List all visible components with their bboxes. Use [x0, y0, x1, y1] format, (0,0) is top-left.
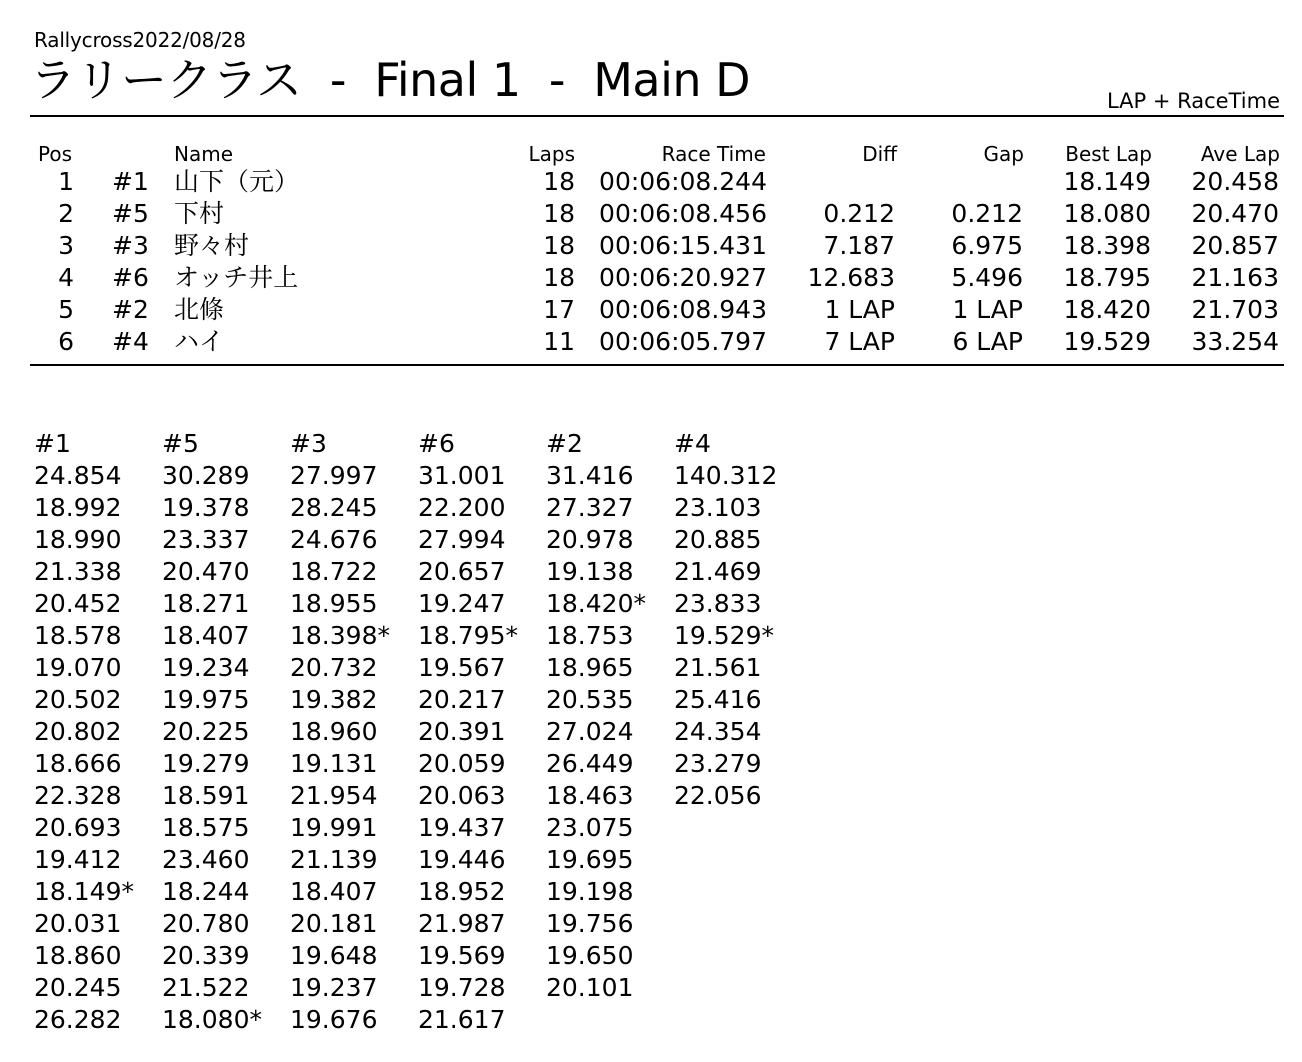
lap-time: 20.657 [418, 557, 506, 586]
result-best-lap: 19.529 [1063, 327, 1151, 356]
lap-time: 19.975 [162, 685, 250, 714]
lap-time: 19.756 [546, 909, 634, 938]
lap-time: 18.992 [34, 493, 122, 522]
col-header-pos: Pos [38, 142, 73, 166]
result-ave-lap: 33.254 [1191, 327, 1279, 356]
lap-time: 20.225 [162, 717, 250, 746]
lap-column-header: #5 [162, 429, 199, 458]
lap-time: 21.617 [418, 1005, 506, 1034]
lap-time: 20.031 [34, 909, 122, 938]
result-race-time: 00:06:20.927 [599, 263, 767, 292]
lap-column-header: #4 [674, 429, 711, 458]
lap-time: 19.650 [546, 941, 634, 970]
lap-time: 19.567 [418, 653, 506, 682]
lap-time: 18.860 [34, 941, 122, 970]
result-best-lap: 18.149 [1063, 167, 1151, 196]
lap-time: 18.420* [546, 589, 646, 618]
lap-time: 18.952 [418, 877, 506, 906]
result-gap: 0.212 [951, 199, 1023, 228]
result-num: #2 [112, 295, 149, 324]
lap-time: 27.997 [290, 461, 378, 490]
lap-time: 30.289 [162, 461, 250, 490]
lap-time: 18.244 [162, 877, 250, 906]
lap-time: 23.460 [162, 845, 250, 874]
result-gap: 6 LAP [952, 327, 1023, 356]
result-num: #5 [112, 199, 149, 228]
result-num: #1 [112, 167, 149, 196]
lap-time: 23.833 [674, 589, 762, 618]
result-laps: 18 [543, 167, 575, 196]
lap-time: 27.024 [546, 717, 634, 746]
lap-time: 21.954 [290, 781, 378, 810]
result-pos: 1 [58, 167, 74, 196]
lap-time: 19.648 [290, 941, 378, 970]
lap-time: 22.328 [34, 781, 122, 810]
lap-time: 20.502 [34, 685, 122, 714]
result-best-lap: 18.420 [1063, 295, 1151, 324]
result-laps: 11 [543, 327, 575, 356]
lap-column [418, 428, 518, 1036]
result-num: #4 [112, 327, 149, 356]
result-diff: 12.683 [807, 263, 895, 292]
col-header-ave-lap: Ave Lap [1200, 142, 1280, 166]
lap-time: 20.732 [290, 653, 378, 682]
lap-column [162, 428, 262, 1036]
lap-time: 19.529* [674, 621, 774, 650]
event-date: Rallycross2022/08/28 [34, 28, 246, 52]
result-diff: 0.212 [823, 199, 895, 228]
lap-time: 21.987 [418, 909, 506, 938]
lap-time: 18.753 [546, 621, 634, 650]
lap-time: 20.978 [546, 525, 634, 554]
lap-time: 20.470 [162, 557, 250, 586]
lap-time: 19.198 [546, 877, 634, 906]
result-name: ハイ [174, 327, 225, 356]
lap-time: 18.575 [162, 813, 250, 842]
lap-time: 21.561 [674, 653, 762, 682]
lap-time: 18.407 [290, 877, 378, 906]
lap-time: 24.854 [34, 461, 122, 490]
lap-time: 20.217 [418, 685, 506, 714]
lap-column-header: #2 [546, 429, 583, 458]
result-race-time: 00:06:08.244 [599, 167, 767, 196]
lap-time: 26.449 [546, 749, 634, 778]
lap-time: 19.234 [162, 653, 250, 682]
result-name: 北條 [174, 295, 225, 324]
lap-time: 19.378 [162, 493, 250, 522]
result-gap: 6.975 [951, 231, 1023, 260]
lap-time: 19.279 [162, 749, 250, 778]
result-num: #6 [112, 263, 149, 292]
lap-time: 21.139 [290, 845, 378, 874]
lap-time: 18.271 [162, 589, 250, 618]
lap-time: 18.591 [162, 781, 250, 810]
lap-time: 22.056 [674, 781, 762, 810]
lap-column-header: #3 [290, 429, 327, 458]
result-laps: 18 [543, 199, 575, 228]
lap-time: 23.279 [674, 749, 762, 778]
lap-time: 20.391 [418, 717, 506, 746]
col-header-name: Name [174, 142, 234, 166]
lap-time: 19.446 [418, 845, 506, 874]
lap-time: 24.354 [674, 717, 762, 746]
result-pos: 3 [58, 231, 74, 260]
result-name: 野々村 [174, 231, 250, 260]
lap-time: 23.075 [546, 813, 634, 842]
lap-column [290, 428, 390, 1036]
lap-time: 27.994 [418, 525, 506, 554]
lap-time: 19.382 [290, 685, 378, 714]
lap-time: 19.437 [418, 813, 506, 842]
lap-time: 20.780 [162, 909, 250, 938]
result-diff: 1 LAP [824, 295, 895, 324]
lap-time: 21.338 [34, 557, 122, 586]
lap-time: 18.666 [34, 749, 122, 778]
lap-time: 19.695 [546, 845, 634, 874]
lap-time: 20.063 [418, 781, 506, 810]
lap-time: 19.991 [290, 813, 378, 842]
result-pos: 2 [58, 199, 74, 228]
lap-time: 31.416 [546, 461, 634, 490]
lap-time: 18.398* [290, 621, 390, 650]
lap-time: 18.407 [162, 621, 250, 650]
results-divider [30, 364, 1284, 366]
result-pos: 4 [58, 263, 74, 292]
lap-time: 22.200 [418, 493, 506, 522]
lap-time: 18.463 [546, 781, 634, 810]
lap-time: 19.728 [418, 973, 506, 1002]
lap-column [674, 428, 777, 812]
lap-column-header: #1 [34, 429, 71, 458]
result-pos: 6 [58, 327, 74, 356]
lap-time: 31.001 [418, 461, 506, 490]
lap-time: 28.245 [290, 493, 378, 522]
lap-time: 23.337 [162, 525, 250, 554]
timing-mode-label: LAP + RaceTime [1106, 89, 1280, 113]
lap-time: 18.080* [162, 1005, 262, 1034]
col-header-race-time: Race Time [661, 142, 766, 166]
result-laps: 17 [543, 295, 575, 324]
result-race-time: 00:06:08.943 [599, 295, 767, 324]
result-race-time: 00:06:15.431 [599, 231, 767, 260]
result-ave-lap: 21.703 [1191, 295, 1279, 324]
lap-time: 140.312 [674, 461, 778, 490]
result-name: 下村 [174, 199, 225, 228]
result-diff: 7.187 [823, 231, 895, 260]
lap-time: 21.469 [674, 557, 762, 586]
page-title: ラリークラス - Final 1 - Main D [30, 53, 751, 107]
lap-time: 18.965 [546, 653, 634, 682]
result-best-lap: 18.795 [1063, 263, 1151, 292]
lap-column [34, 428, 134, 1036]
result-name: オッチ井上 [174, 263, 299, 292]
lap-time: 20.059 [418, 749, 506, 778]
result-ave-lap: 21.163 [1191, 263, 1279, 292]
lap-time: 23.103 [674, 493, 762, 522]
result-num: #3 [112, 231, 149, 260]
lap-time: 24.676 [290, 525, 378, 554]
lap-time: 19.138 [546, 557, 634, 586]
result-diff: 7 LAP [824, 327, 895, 356]
header-divider [30, 115, 1284, 117]
result-pos: 5 [58, 295, 74, 324]
result-laps: 18 [543, 263, 575, 292]
lap-time: 18.960 [290, 717, 378, 746]
result-gap: 5.496 [951, 263, 1023, 292]
lap-column [546, 428, 646, 1004]
col-header-laps: Laps [528, 142, 575, 166]
lap-time: 20.452 [34, 589, 122, 618]
lap-time: 18.990 [34, 525, 122, 554]
lap-time: 20.245 [34, 973, 122, 1002]
lap-time: 19.412 [34, 845, 122, 874]
result-best-lap: 18.080 [1063, 199, 1151, 228]
lap-time: 20.802 [34, 717, 122, 746]
lap-time: 18.578 [34, 621, 122, 650]
lap-time: 19.070 [34, 653, 122, 682]
lap-time: 20.181 [290, 909, 378, 938]
lap-time: 25.416 [674, 685, 762, 714]
lap-time: 18.795* [418, 621, 518, 650]
lap-time: 19.676 [290, 1005, 378, 1034]
lap-time: 20.885 [674, 525, 762, 554]
result-best-lap: 18.398 [1063, 231, 1151, 260]
result-name: 山下（元） [174, 167, 300, 196]
col-header-best-lap: Best Lap [1065, 142, 1152, 166]
result-race-time: 00:06:08.456 [599, 199, 767, 228]
lap-time: 18.955 [290, 589, 378, 618]
lap-time: 20.101 [546, 973, 634, 1002]
lap-time: 26.282 [34, 1005, 122, 1034]
lap-time: 19.569 [418, 941, 506, 970]
lap-time: 18.149* [34, 877, 134, 906]
col-header-gap: Gap [983, 142, 1024, 166]
lap-time: 19.247 [418, 589, 506, 618]
lap-time: 27.327 [546, 493, 634, 522]
lap-time: 19.237 [290, 973, 378, 1002]
lap-column-header: #6 [418, 429, 455, 458]
lap-time: 21.522 [162, 973, 250, 1002]
result-gap: 1 LAP [952, 295, 1023, 324]
lap-time: 20.535 [546, 685, 634, 714]
result-ave-lap: 20.458 [1191, 167, 1279, 196]
result-laps: 18 [543, 231, 575, 260]
lap-time: 19.131 [290, 749, 378, 778]
col-header-diff: Diff [862, 142, 897, 166]
result-ave-lap: 20.857 [1191, 231, 1279, 260]
lap-time: 20.693 [34, 813, 122, 842]
lap-time: 18.722 [290, 557, 378, 586]
lap-time: 20.339 [162, 941, 250, 970]
result-race-time: 00:06:05.797 [599, 327, 767, 356]
result-ave-lap: 20.470 [1191, 199, 1279, 228]
